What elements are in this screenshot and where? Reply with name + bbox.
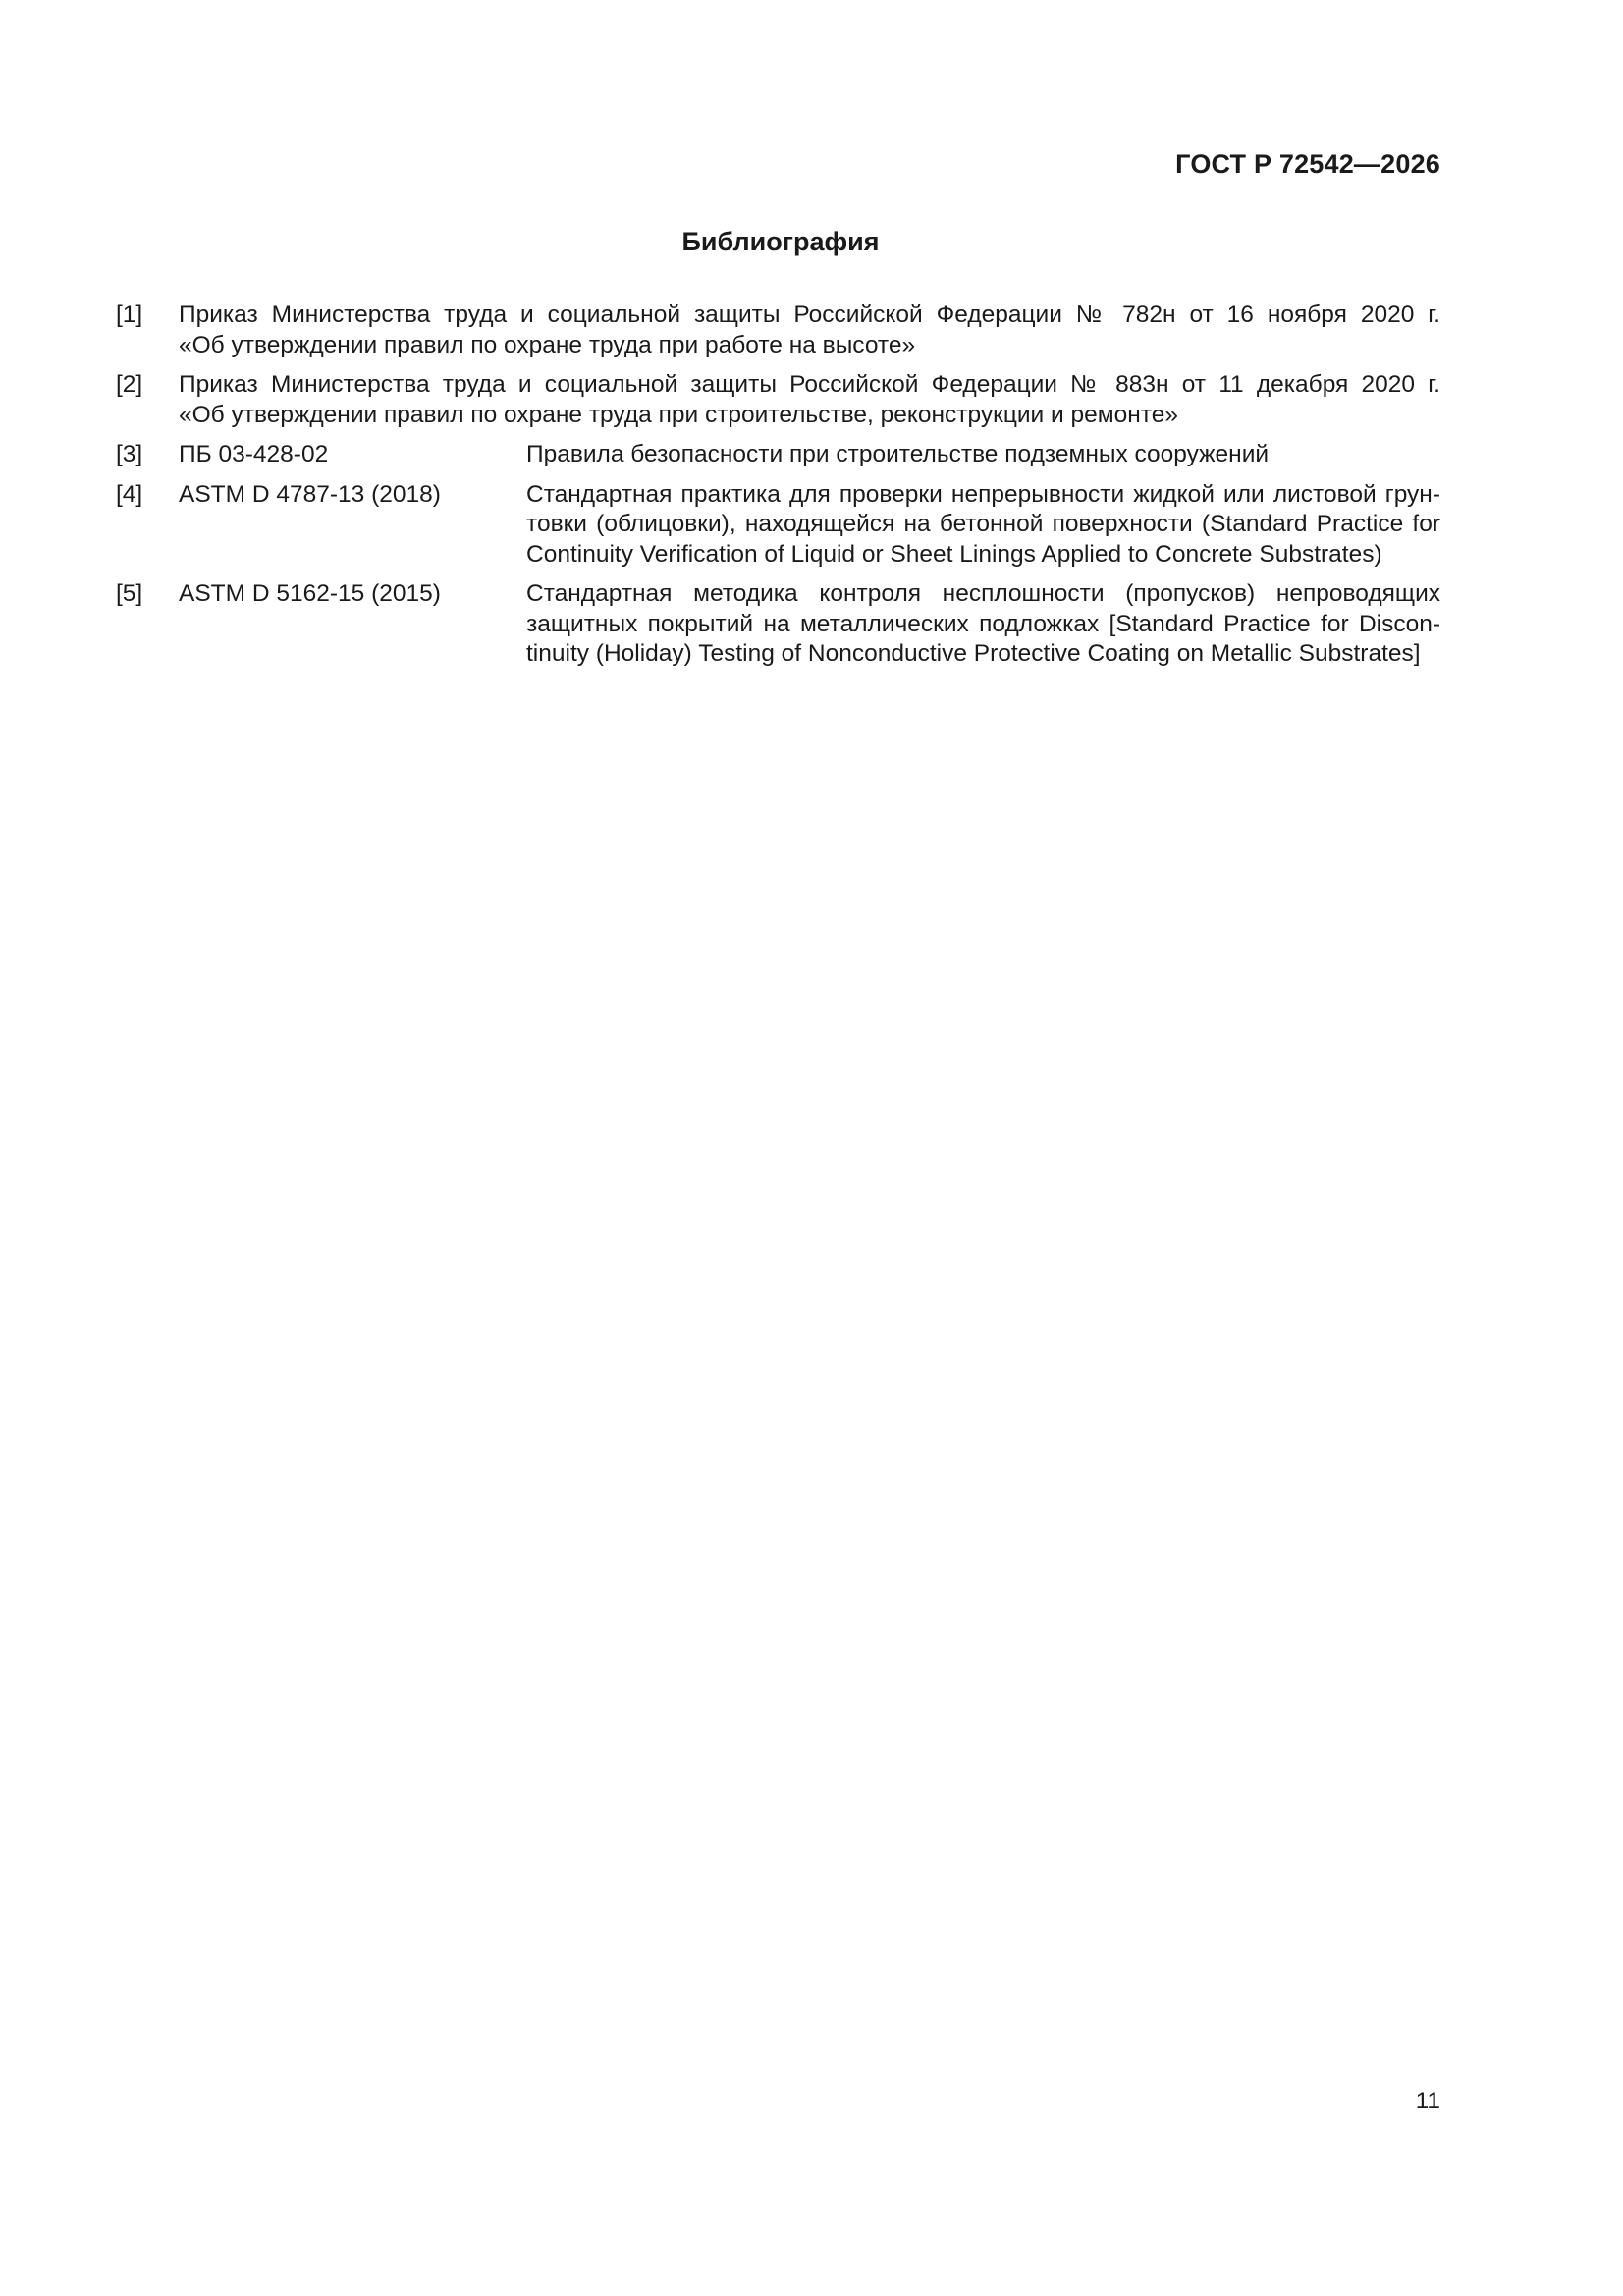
entry-description (526, 579, 1440, 670)
bibliography-entry (116, 370, 1440, 430)
entry-code: ПБ 03-428-02 (179, 441, 329, 467)
bibliography-entry (116, 440, 1440, 470)
entry-line: Приказ Министерства труда и социальной защиты Российской Федерации № 883н от 11 декабря 2020 г. (179, 371, 1440, 398)
bibliography-entry (116, 579, 1440, 670)
entry-line: «Об утверждении правил по охране труда при работе на высоте» (179, 331, 916, 358)
entry-number: [1] (116, 301, 143, 328)
entry-number: [4] (116, 480, 143, 508)
section-title: Библиография (681, 227, 880, 256)
entry-text (179, 301, 1440, 360)
entry-line: Приказ Министерства труда и социальной защиты Российской Федерации № 782н от 16 ноября 2020 г. (179, 301, 1440, 328)
entry-code: ASTM D 5162-15 (2015) (179, 580, 441, 607)
entry-number: [3] (116, 441, 143, 467)
entry-code: ASTM D 4787-13 (2018) (179, 480, 441, 508)
entry-line: Стандартная практика для проверки непрерывности жидкой или листовой грун- (526, 480, 1440, 508)
entry-line: Правила безопасности при строительстве подземных сооружений (526, 441, 1270, 467)
entry-number: [5] (116, 580, 143, 607)
bibliography-entry (116, 480, 1440, 571)
entry-line: tinuity (Holiday) Testing of Nonconductive Protective Coating on Metallic Substrates] (526, 640, 1421, 667)
entry-number: [2] (116, 371, 143, 398)
entry-line: Стандартная методика контроля несплошности (пропусков) непроводящих (526, 580, 1440, 607)
bibliography-entry (116, 301, 1440, 360)
entry-line: защитных покрытий на металлических подложках [Standard Practice for Discon- (526, 610, 1440, 637)
document-code: ГОСТ Р 72542—2026 (1175, 149, 1440, 179)
entry-line: Continuity Verification of Liquid or Sheet Linings Applied to Concrete Substrates) (526, 540, 1382, 568)
entry-text (179, 370, 1440, 430)
entry-description (526, 440, 1440, 470)
entry-line: «Об утверждении правил по охране труда при строительстве, реконструкции и ремонте» (179, 401, 1178, 428)
page-number: 11 (1415, 2088, 1440, 2114)
bibliography-list (116, 301, 1440, 680)
entry-line: товки (облицовки), находящейся на бетонной поверхности (Standard Practice for (526, 511, 1440, 537)
entry-description (526, 480, 1440, 571)
